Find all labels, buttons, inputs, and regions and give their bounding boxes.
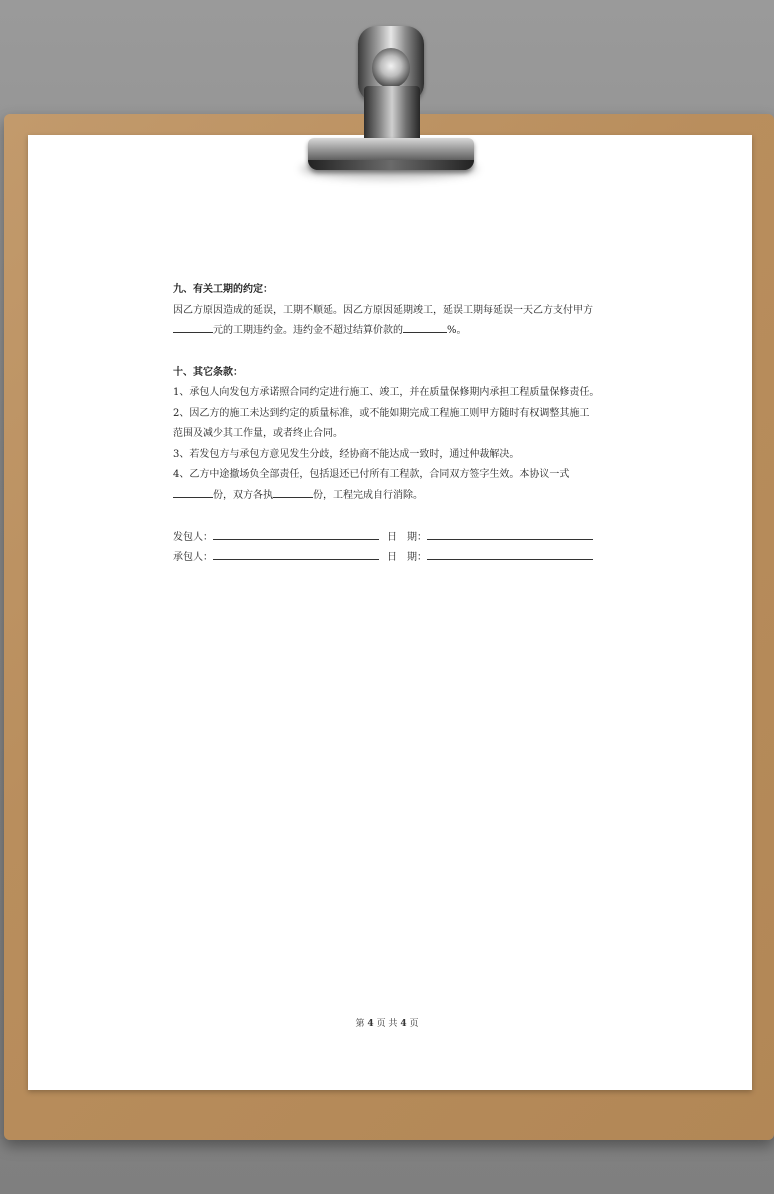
section-10-item-4-text-a: 份，双方各执	[213, 489, 273, 501]
page-number	[0, 1016, 774, 1029]
issuer-date-line[interactable]	[427, 527, 593, 540]
clip-base-lip	[308, 160, 474, 170]
section-10-item-4-text-b: 份，工程完成自行消除。	[313, 489, 423, 501]
section-9-line-1: 因乙方原因造成的延误，工期不顺延。因乙方原因延期竣工，延误工期每延误一天乙方支付甲方	[173, 304, 593, 316]
section-10-item-3: 3、若发包方与承包方意见发生分歧，经协商不能达成一致时，通过仲裁解决。	[173, 448, 520, 460]
section-10-item-1: 1、承包人向发包方承诺照合同约定进行施工、竣工，并在质量保修期内承担工程质量保修责任。	[173, 387, 600, 398]
blank-penalty-percent	[403, 321, 447, 333]
document-page	[28, 135, 752, 1090]
clip-ring-hole	[372, 48, 410, 88]
contractor-date-label: 日 期：	[387, 552, 427, 563]
signature-row-issuer	[173, 527, 613, 547]
blank-copies-total	[173, 486, 213, 498]
contractor-signature-line[interactable]	[213, 547, 379, 560]
footer-total: 4	[400, 1019, 407, 1029]
section-10-item-4-line-2	[173, 486, 613, 507]
issuer-signature-line[interactable]	[213, 527, 379, 540]
section-10-heading: 十、其它条款：	[173, 366, 243, 378]
contractor-label: 承包人：	[173, 552, 213, 563]
footer-prefix: 第	[355, 1019, 365, 1029]
section-9-line-2	[173, 321, 613, 342]
signature-row-contractor	[173, 547, 613, 567]
section-9-heading: 九、有关工期的约定：	[173, 284, 273, 295]
section-9-line-2-end: %。	[447, 325, 467, 336]
blank-penalty-amount	[173, 321, 213, 333]
blank-copies-each	[273, 486, 313, 498]
contractor-date-line[interactable]	[427, 547, 593, 560]
section-10-item-2-line-2: 范围及减少其工作量，或者终止合同。	[173, 428, 343, 439]
contract-text	[173, 280, 613, 567]
section-10-item-2-line-1: 2、因乙方的施工未达到约定的质量标准，或不能如期完成工程施工则甲方随时有权调整其施工	[173, 407, 590, 419]
footer-page: 4	[367, 1019, 374, 1029]
footer-suffix: 页	[409, 1019, 419, 1029]
issuer-date-label: 日 期：	[387, 532, 427, 543]
section-10-item-4-line-1: 4、乙方中途撤场负全部责任，包括退还已付所有工程款，合同双方签字生效。本协议一式	[173, 469, 570, 480]
clip-body	[364, 86, 420, 142]
issuer-label: 发包人：	[173, 532, 213, 543]
section-9-line-2-text: 元的工期违约金。违约金不超过结算价款的	[213, 325, 403, 336]
footer-middle: 页 共	[376, 1019, 398, 1029]
